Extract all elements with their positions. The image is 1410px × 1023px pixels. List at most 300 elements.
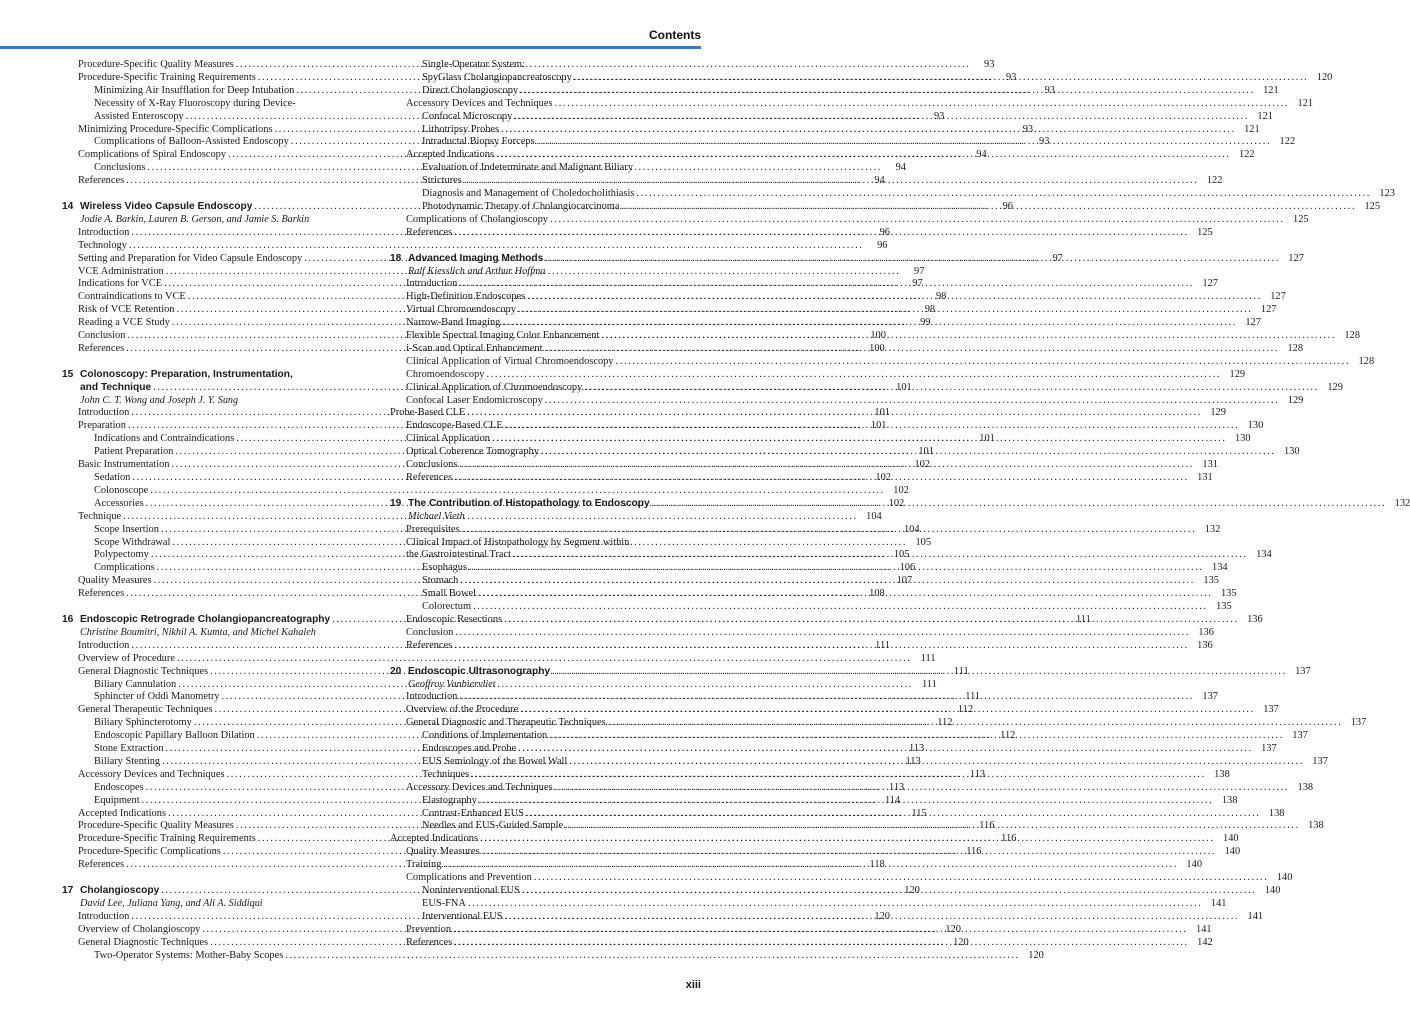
dot-leader xyxy=(451,924,1190,937)
toc-entry-title: Conclusion xyxy=(78,330,126,342)
dot-leader xyxy=(503,420,1242,433)
page-ref: 129 xyxy=(1287,394,1304,406)
page-ref: 102 xyxy=(893,484,909,496)
toc-entry-title: Introduction xyxy=(78,407,130,419)
page-ref: 127 xyxy=(1288,252,1304,264)
spacer xyxy=(62,872,374,885)
dot-leader xyxy=(457,278,1196,291)
page-ref: 130 xyxy=(1247,420,1264,432)
page-ref: 94 xyxy=(895,162,906,174)
page-ref: 140 xyxy=(1223,833,1239,845)
toc-entry-title: General Diagnostic and Therapeutic Techniques xyxy=(406,717,606,729)
page-ref: 112 xyxy=(957,704,974,716)
page-ref: 113 xyxy=(908,743,925,755)
toc-entry-title: Complications of Spiral Endoscopy xyxy=(78,149,227,161)
page-ref: 140 xyxy=(1276,872,1293,884)
toc-entry-title: Chromoendoscopy xyxy=(406,368,485,380)
toc-entry[interactable] xyxy=(62,652,936,666)
toc-entry-title: Esophagus xyxy=(422,562,468,574)
dot-leader xyxy=(539,446,1278,459)
page-ref: 136 xyxy=(1247,613,1263,625)
toc-entry-title: Indications for VCE xyxy=(78,278,163,290)
toc-entry-title: Conclusions xyxy=(94,162,146,174)
toc-entry-title: Overview of Cholangioscopy xyxy=(78,923,201,935)
page-ref: 120 xyxy=(1028,949,1044,961)
dot-leader xyxy=(452,937,1191,950)
toc-entry[interactable] xyxy=(62,768,986,782)
toc-entry-title: Stomach xyxy=(422,575,459,587)
page-ref: 94 xyxy=(976,149,987,161)
page-ref: 93 xyxy=(1039,136,1050,148)
page-ref: 137 xyxy=(1202,691,1218,703)
chapter-title xyxy=(62,382,151,395)
page-ref: 114 xyxy=(885,794,901,806)
toc-entry[interactable] xyxy=(390,162,700,175)
toc-entry-title: Polypectomy xyxy=(94,549,149,561)
toc-entry[interactable] xyxy=(390,368,1246,382)
page-ref: 111 xyxy=(922,678,937,690)
toc-entry-title: Overview of the Procedure xyxy=(406,704,519,716)
page-ref: 128 xyxy=(1287,342,1304,354)
toc-entry-title: Narrow-Band Imaging xyxy=(406,317,501,329)
toc-entry-title: Accessories xyxy=(94,497,144,509)
page-ref: 116 xyxy=(1001,833,1017,845)
dot-leader xyxy=(553,98,1292,111)
toc-entry[interactable] xyxy=(390,394,1304,408)
toc-entry-title: Clinical Impact of Histopathology by Segment within xyxy=(406,536,630,548)
toc-entry-title: Conclusion xyxy=(406,626,454,638)
page-ref: 127 xyxy=(1260,304,1277,316)
toc-entry-title: General Diagnostic Techniques xyxy=(78,936,209,948)
toc-entry-title: Scope Insertion xyxy=(94,523,159,535)
dot-leader xyxy=(494,149,1233,162)
dot-leader xyxy=(467,562,1206,575)
toc-entry-title: Techniques xyxy=(422,768,470,780)
dot-leader xyxy=(518,85,1257,98)
toc-entry[interactable] xyxy=(390,188,1395,201)
page-ref: 100 xyxy=(869,342,885,354)
toc-entry-title: i-Scan and Optical Enhancement xyxy=(406,342,543,354)
dot-leader xyxy=(520,885,1259,898)
toc-entry[interactable] xyxy=(390,213,1309,227)
toc-entry-title: Diagnosis and Management of Choledocholithiasis xyxy=(422,188,635,200)
page-ref: 140 xyxy=(1264,885,1281,896)
page-ref: 101 xyxy=(874,407,890,419)
page-ref: 131 xyxy=(1202,459,1218,471)
toc-entry-title: High-Definition Endoscopes xyxy=(406,291,526,303)
toc-entry-title: References xyxy=(78,175,125,187)
dot-leader xyxy=(532,872,1271,885)
chapter-authors: John C. T. Wong and Joseph J. Y. Sung xyxy=(80,394,239,406)
page-ref: 121 xyxy=(1263,84,1279,96)
toc-entry-title: Accessory Devices and Techniques xyxy=(78,768,225,780)
toc-entry-title: Photodynamic Therapy of Cholangiocarcinoma xyxy=(422,200,620,212)
chapter-number: 18 xyxy=(390,252,402,264)
toc-entry-title: References xyxy=(406,936,453,948)
page-ref: 105 xyxy=(893,549,910,561)
page-ref: 132 xyxy=(1204,523,1221,535)
toc-entry-title: Introduction xyxy=(406,691,458,703)
dot-leader xyxy=(524,808,1263,821)
page-ref: 96 xyxy=(879,226,890,238)
page-ref: 137 xyxy=(1263,704,1279,716)
page-ref: 93 xyxy=(1005,71,1017,83)
page-ref: 97 xyxy=(913,265,925,277)
chapter-title xyxy=(62,614,330,627)
page-ref: 135 xyxy=(1203,575,1219,587)
toc-entry-title: Biliary Cannulation xyxy=(94,678,177,690)
toc-entry-title: Evaluation of Indeterminate and Malignant Biliary xyxy=(422,162,633,174)
page-ref: 100 xyxy=(870,330,886,342)
toc-entry-title: Accessory Devices and Techniques xyxy=(406,97,553,109)
page-ref: 111 xyxy=(875,639,890,651)
page-ref: 137 xyxy=(1261,743,1277,755)
toc-entry-title: the Gastrointestinal Tract xyxy=(406,549,512,561)
chapter-title xyxy=(62,201,252,214)
page-ref: 134 xyxy=(1212,562,1228,574)
chapter-title-text: Wireless Video Capsule Endoscopy xyxy=(80,200,253,212)
toc-entry-title: References xyxy=(406,639,453,651)
chapter-number: 17 xyxy=(62,885,74,896)
chapter-number: 20 xyxy=(390,665,402,677)
toc-entry-title: Conditions of Implementation xyxy=(422,730,548,742)
page-ref: 116 xyxy=(979,820,995,832)
dot-leader xyxy=(452,640,1191,653)
page-ref: 140 xyxy=(1224,846,1241,858)
dot-leader xyxy=(563,820,1302,833)
page-ref: 127 xyxy=(1245,317,1261,329)
page-ref: 115 xyxy=(911,807,927,819)
toc-entry-title: SpyGlass Cholangiopancreatoscopy xyxy=(422,71,572,83)
toc-entry-title: Noninterventional EUS xyxy=(422,885,520,896)
page-ref: 138 xyxy=(1221,794,1238,806)
toc-entry-title: Sedation xyxy=(94,472,131,483)
toc-entry-title: Needles and EUS-Guided Sample xyxy=(422,820,564,832)
toc-entry-title: EUS-FNA xyxy=(422,897,466,909)
page-ref: 125 xyxy=(1364,200,1381,212)
toc-entry-title: Assisted Enteroscopy xyxy=(94,110,184,122)
toc-entry-title: Endoscope-Based CLE xyxy=(406,420,503,432)
toc-entry-title: Quality Measures xyxy=(406,846,480,858)
page-ref: 125 xyxy=(1197,226,1213,238)
toc-entry-title: Procedure-Specific Complications xyxy=(78,846,221,858)
toc-entry-title: Small Bowel xyxy=(422,588,476,600)
dot-leader xyxy=(606,717,1345,730)
page-ref: 121 xyxy=(1257,110,1273,122)
page-ref: 107 xyxy=(896,575,913,587)
page-ref: 129 xyxy=(1327,381,1343,393)
toc-entry-title: Prerequisites xyxy=(406,523,460,535)
page-ref: 121 xyxy=(1297,97,1314,109)
page-ref: 122 xyxy=(1279,136,1296,148)
toc-entry-title: Stone Extraction xyxy=(94,743,164,755)
page-ref: 141 xyxy=(1247,910,1264,922)
toc-entry[interactable] xyxy=(390,872,1293,885)
page-ref: 120 xyxy=(874,910,890,922)
toc-entry-title: Introduction xyxy=(78,226,130,238)
chapter-title-text: The Contribution of Histopathology to Endoscopy xyxy=(408,497,650,509)
page-ref: 102 xyxy=(888,497,905,509)
page-ref: 93 xyxy=(933,110,945,122)
page-ref: 136 xyxy=(1198,626,1214,638)
page-ref: 130 xyxy=(1234,433,1251,445)
chapter-title xyxy=(390,253,543,266)
page-ref: 141 xyxy=(1196,923,1212,935)
dot-leader xyxy=(599,330,1338,343)
page-ref: 98 xyxy=(924,304,936,316)
toc-entry-title: Clinical Application of Virtual Chromoendoscopy xyxy=(406,355,614,367)
page-ref: 118 xyxy=(869,859,885,871)
chapter-title-text: Endoscopic Ultrasonography xyxy=(408,665,551,677)
toc-entry-title: Introduction xyxy=(406,278,458,290)
toc-entry-title: Probe-Based CLE xyxy=(390,407,466,419)
header-rule xyxy=(0,46,701,49)
toc-entry-title: Endoscopes xyxy=(94,781,144,793)
chapter-authors: Christine Boumitri, Nikhil A. Kumta, and Michel Kahaleh xyxy=(80,626,316,638)
page-ref: 96 xyxy=(877,239,888,251)
toc-entry[interactable] xyxy=(390,601,1232,614)
toc-entry-title: Complications and Prevention xyxy=(406,872,532,884)
chapter-authors: David Lee, Juliana Yang, and Ali A. Siddiqui xyxy=(80,897,263,909)
chapter-title xyxy=(390,498,650,511)
toc-entry-title: Flexible Spectral Imaging Color Enhancement xyxy=(406,330,600,342)
toc-entry-title: Intraductal Biopsy Forceps xyxy=(422,136,535,148)
toc-entry-title: Risk of VCE Retention xyxy=(78,304,175,316)
page-ref: 97 xyxy=(912,278,923,290)
page-ref: 111 xyxy=(1075,613,1091,625)
dot-leader xyxy=(500,317,1239,330)
toc-entry-title: Procedure-Specific Training Requirements xyxy=(78,71,256,83)
page-ref: 97 xyxy=(1052,252,1063,264)
dot-leader xyxy=(490,433,1229,446)
dot-leader xyxy=(499,124,1238,137)
toc-entry-title: Setting and Preparation for Video Capsule Endoscopy xyxy=(78,252,303,264)
toc-entry-title: Accepted Indications xyxy=(390,833,478,845)
toc-entry-title: Training xyxy=(406,859,442,871)
toc-entry-title: Quality Measures xyxy=(78,575,152,587)
dot-leader xyxy=(650,498,1389,511)
page-ref: 137 xyxy=(1292,730,1308,742)
toc-entry-title: Complications xyxy=(94,562,155,574)
toc-entry-title: Technology xyxy=(78,239,127,251)
toc-entry-title: Scope Withdrawal xyxy=(94,536,171,548)
page-ref: 137 xyxy=(1295,665,1311,677)
dot-leader xyxy=(634,188,1373,201)
page-ref: 129 xyxy=(1210,407,1226,419)
page-ref: 127 xyxy=(1202,278,1218,290)
toc-entry-title: Indications and Contraindications xyxy=(94,433,235,445)
page-ref: 121 xyxy=(1244,123,1260,135)
toc-entry-title: Procedure-Specific Quality Measures xyxy=(78,820,234,832)
page-ref: 104 xyxy=(866,510,882,522)
page-ref: 93 xyxy=(1044,84,1055,96)
page-ref: 112 xyxy=(1000,730,1016,742)
dot-leader xyxy=(550,666,1289,679)
page-ref: 138 xyxy=(1268,807,1285,819)
chapter-number: 15 xyxy=(62,368,74,380)
toc-entry-title: Equipment xyxy=(94,794,140,806)
toc-entry-title: Strictures xyxy=(422,175,462,187)
toc-entry-title: Clinical Application of Chromoendoscopy xyxy=(406,381,583,393)
page-ref: 128 xyxy=(1344,330,1360,342)
toc-entry-title: Complications of Cholangioscopy xyxy=(406,213,548,225)
toc-entry-title: Direct Cholangioscopy xyxy=(422,84,519,96)
chapter-title xyxy=(390,666,550,679)
dot-leader xyxy=(503,911,1242,924)
chapter-heading[interactable] xyxy=(62,369,374,382)
dot-leader xyxy=(478,833,1217,846)
dot-leader xyxy=(476,588,1215,601)
page-ref: 142 xyxy=(1197,936,1213,948)
toc-entry-title: Biliary Sphincterotomy xyxy=(94,717,192,729)
chapter-authors: Geoffroy Vanbiervliet xyxy=(408,678,496,690)
toc-entry[interactable] xyxy=(390,97,1314,111)
toc-entry-title: Introduction xyxy=(78,639,130,651)
spacer xyxy=(390,485,700,498)
dot-leader xyxy=(441,859,1180,872)
page-ref: 111 xyxy=(965,691,981,703)
toc-entry-title: Patient Preparation xyxy=(94,446,174,458)
page-ref: 111 xyxy=(953,665,969,677)
dot-leader xyxy=(542,343,1281,356)
page-ref: 101 xyxy=(979,433,995,445)
toc-entry-title: Overview of Procedure xyxy=(78,652,175,664)
page-ref: 120 xyxy=(1316,71,1333,83)
dot-leader xyxy=(553,782,1292,795)
dot-leader xyxy=(547,730,1286,743)
dot-leader xyxy=(469,769,1208,782)
toc-entry-title: Biliary Stenting xyxy=(94,755,161,767)
chapter-title xyxy=(62,885,159,898)
page-ref: 141 xyxy=(1210,897,1227,909)
toc-entry-title: Lithotripsy Probes xyxy=(422,123,500,135)
page-ref: 116 xyxy=(966,846,982,858)
toc-entry[interactable] xyxy=(390,59,700,72)
page-ref: 101 xyxy=(918,446,934,458)
toc-entry-title: Minimizing Procedure-Specific Complications xyxy=(78,123,273,135)
page-ref: 127 xyxy=(1270,291,1286,303)
dot-leader xyxy=(466,898,1205,911)
spacer xyxy=(62,188,374,201)
page-ref: 112 xyxy=(937,717,953,729)
page-ref: 120 xyxy=(945,923,961,935)
toc-entry-title: EUS Semiology of the Bowel Wall xyxy=(422,755,568,767)
dot-leader xyxy=(582,382,1321,395)
toc-entry-title: References xyxy=(78,859,125,871)
toc-entry-title: Endoscopic Papillary Balloon Dilation xyxy=(94,730,255,742)
page-ref: 129 xyxy=(1229,368,1246,380)
chapter-title-text: Advanced Imaging Methods xyxy=(408,252,544,264)
toc-entry[interactable] xyxy=(62,239,888,253)
page-ref: 122 xyxy=(1206,175,1223,187)
toc-entry-title: Optical Coherence Tomography xyxy=(406,446,539,458)
page-ref: 131 xyxy=(1197,472,1213,483)
dot-leader xyxy=(543,395,1282,408)
toc-entry[interactable] xyxy=(62,484,909,498)
toc-entry-title: Endoscopes and Probe xyxy=(422,743,517,755)
page-ref: 96 xyxy=(1002,200,1013,212)
toc-entry-title: Two-Operator Systems: Mother-Baby Scopes xyxy=(94,949,284,961)
dot-leader xyxy=(462,175,1201,188)
toc-entry-title: Accepted Indications xyxy=(406,149,494,161)
dot-leader xyxy=(511,549,1250,562)
dot-leader xyxy=(452,227,1191,240)
toc-entry-title: VCE Administration xyxy=(78,265,164,277)
toc-entry-title: Complications of Balloon-Assisted Endoscopy xyxy=(94,136,289,148)
toc-entry-title: Minimizing Air Insufflation for Deep Intubation xyxy=(94,84,295,96)
toc-entry-title: General Therapeutic Techniques xyxy=(78,704,213,716)
chapter-authors: Jodie A. Barkin, Lauren B. Gerson, and Jamie S. Barkin xyxy=(80,213,310,225)
page-ref: 93 xyxy=(984,59,995,70)
page-number: xiii xyxy=(685,979,701,991)
page-ref: 94 xyxy=(874,175,885,187)
chapter-title-text: and Technique xyxy=(80,381,152,393)
toc-entry-title: References xyxy=(78,588,125,600)
dot-leader xyxy=(614,356,1353,369)
dot-leader xyxy=(457,459,1196,472)
dot-leader xyxy=(480,846,1219,859)
toc-entry-title: Contrast-Enhanced EUS xyxy=(422,807,524,819)
toc-entry-title: Procedure-Specific Quality Measures xyxy=(78,59,234,70)
page-ref: 93 xyxy=(1022,123,1034,135)
dot-leader xyxy=(477,795,1216,808)
dot-leader xyxy=(471,601,1210,614)
toc-entry-title: Colorectum xyxy=(422,601,472,613)
toc-entry-title: Introduction xyxy=(78,910,130,922)
dot-leader xyxy=(485,369,1224,382)
toc-entry[interactable] xyxy=(62,949,1044,963)
page-ref: 135 xyxy=(1220,588,1237,600)
dot-leader xyxy=(453,627,1192,640)
page-ref: 99 xyxy=(920,317,931,329)
dot-leader xyxy=(518,704,1257,717)
toc-entry-title: Accessory Devices and Techniques xyxy=(406,781,553,793)
toc-entry-title: Sphincter of Oddi Manometry xyxy=(94,691,220,703)
toc-entry[interactable] xyxy=(390,355,1375,369)
chapter-authors: Michael Vieth xyxy=(408,510,465,522)
toc-entry-title: Technique xyxy=(78,510,122,522)
chapter-title-text: Cholangioscopy xyxy=(80,885,160,896)
toc-entry-title: Elastography xyxy=(422,794,477,806)
dot-leader xyxy=(516,743,1255,756)
page-ref: 106 xyxy=(899,562,916,574)
running-header-title: Contents xyxy=(649,28,701,42)
toc-entry-title: Prevention xyxy=(406,923,452,935)
page-ref: 104 xyxy=(903,523,920,535)
toc-entry[interactable] xyxy=(390,626,1214,640)
toc-entry[interactable] xyxy=(390,897,1227,911)
toc-entry[interactable] xyxy=(62,98,374,111)
spacer xyxy=(62,356,374,369)
dot-leader xyxy=(457,691,1196,704)
toc-entry-title: References xyxy=(78,342,125,354)
chapter-title xyxy=(62,369,293,382)
toc-entry-title: General Diagnostic Techniques xyxy=(78,665,209,677)
toc-entry-title: Basic Instrumentation xyxy=(78,459,170,471)
page-ref: 102 xyxy=(914,459,931,471)
dot-leader xyxy=(619,201,1358,214)
dot-leader xyxy=(543,253,1282,266)
dot-leader xyxy=(572,72,1311,85)
chapter-title-text: Colonoscopy: Preparation, Instrumentation, xyxy=(80,368,293,380)
toc-entry[interactable] xyxy=(390,537,700,550)
dot-leader xyxy=(516,304,1255,317)
page-ref: 98 xyxy=(935,291,947,303)
page-ref: 123 xyxy=(1379,188,1395,200)
dot-leader xyxy=(283,950,1022,963)
toc-entry-title: References xyxy=(406,226,453,238)
toc-entry-title: Virtual Chromoendoscopy xyxy=(406,304,516,316)
